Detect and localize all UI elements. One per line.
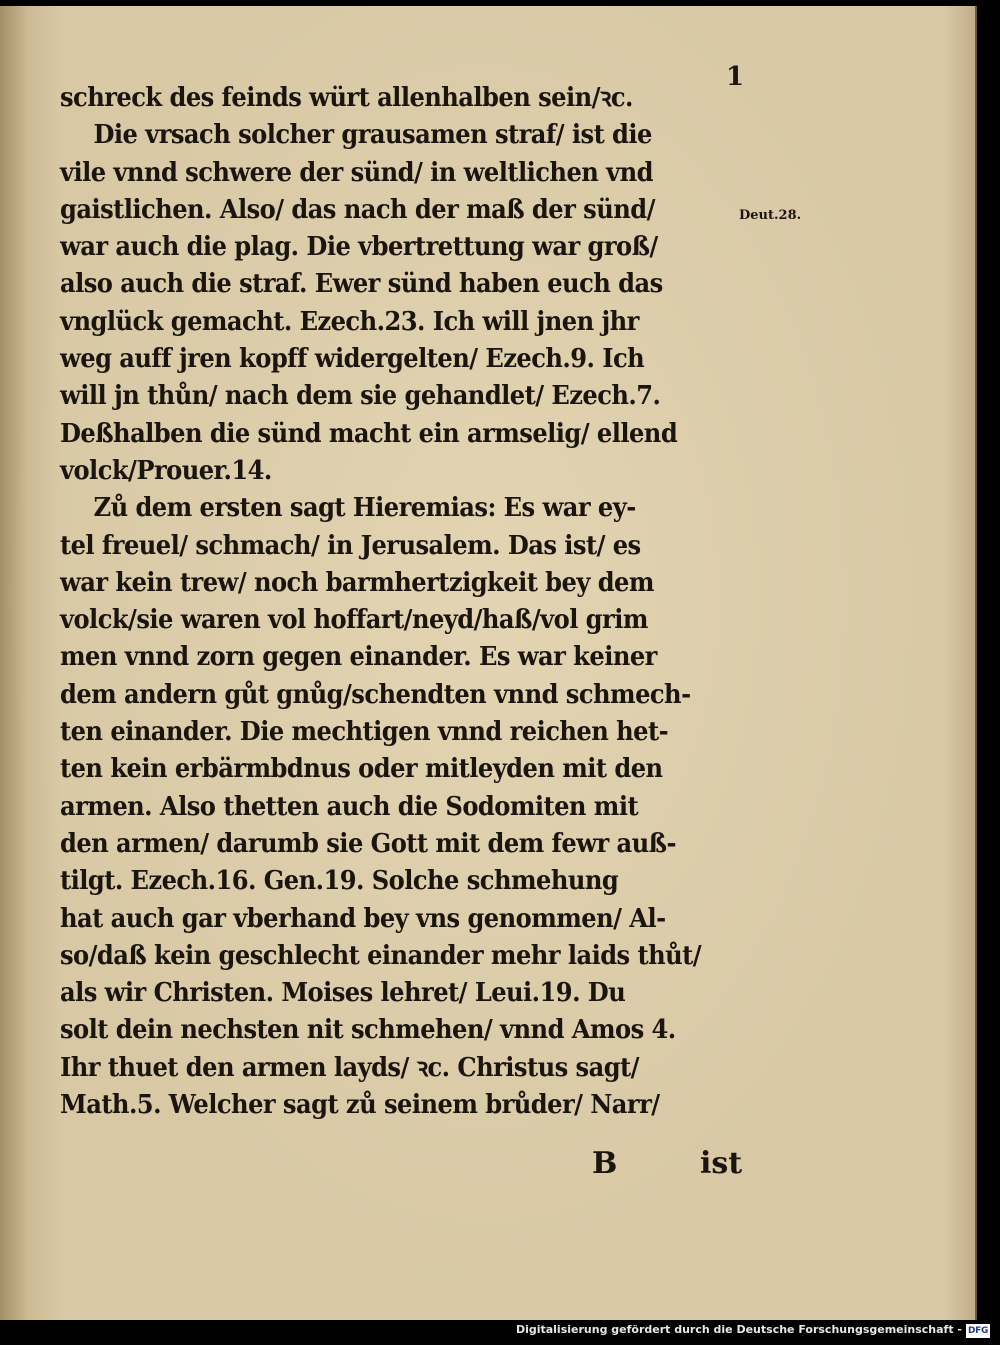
page-text — [60, 80, 760, 1124]
catchword: ist — [700, 1146, 743, 1181]
text-line: schreck des feinds würt allenhalben sein/ꝛc. — [60, 83, 633, 113]
text-line: tel freuel/ schmach/ in Jerusalem. Das ist/ es — [60, 530, 641, 561]
text-line: will jn thůn/ nach dem sie gehandlet/ Ezech.7. — [60, 381, 661, 412]
text-line: gaistlichen. Also/ das nach der maß der sünd/ — [60, 194, 655, 225]
text-line: den armen/ darumb sie Gott mit dem fewr auß- — [60, 828, 676, 859]
text-line: Math.5. Welcher sagt zů seinem brůder/ Narr/ — [60, 1090, 660, 1121]
margin-note: Deut.28. — [739, 208, 802, 223]
text-line: Deßhalben die sünd macht ein armselig/ ellend — [60, 418, 678, 449]
text-line: men vnnd zorn gegen einander. Es war keiner — [60, 642, 657, 673]
text-line: also auch die straf. Ewer sünd haben euch das — [60, 269, 663, 300]
book-page — [0, 6, 977, 1320]
text-line: weg auff jren kopff widergelten/ Ezech.9. Ich — [60, 344, 645, 375]
text-line: war auch die plag. Die vbertrettung war groß/ — [60, 232, 658, 263]
text-line: armen. Also thetten auch die Sodomiten mit — [60, 791, 639, 822]
text-line: so/daß kein geschlecht einander mehr laids thůt/ — [60, 940, 702, 971]
text-line: hat auch gar vberhand bey vns genommen/ Al- — [60, 903, 666, 934]
digitization-credit: Digitalisierung gefördert durch die Deutsche Forschungsgemeinschaft - — [515, 1323, 962, 1336]
text-line: dem andern gůt gnůg/schendten vnnd schmech- — [60, 679, 691, 710]
text-line: tilgt. Ezech.16. Gen.19. Solche schmehung — [60, 866, 619, 897]
folio-mark: 1 — [726, 62, 745, 92]
text-line: Zů dem ersten sagt Hieremias: Es war ey- — [93, 493, 636, 524]
text-line: solt dein nechsten nit schmehen/ vnnd Amos 4. — [60, 1015, 676, 1046]
text-line: vnglück gemacht. Ezech.23. Ich will jnen jhr — [60, 306, 639, 337]
text-line: ten kein erbärmbdnus oder mitleyden mit den — [60, 754, 663, 785]
signature-mark: B — [592, 1146, 618, 1181]
text-line: ten einander. Die mechtigen vnnd reichen het- — [60, 717, 669, 748]
text-line: als wir Christen. Moises lehret/ Leui.19. Du — [60, 978, 626, 1009]
text-line: war kein trew/ noch barmhertzigkeit bey dem — [60, 567, 654, 598]
text-line: volck/sie waren vol hoffart/neyd/haß/vol grim — [60, 605, 648, 636]
text-line: Ihr thuet den armen layds/ ꝛc. Christus sagt/ — [60, 1052, 639, 1083]
text-line: Die vrsach solcher grausamen straf/ ist die — [93, 120, 652, 151]
text-line: volck/Prouer.14. — [60, 455, 272, 486]
dfg-logo: DFG — [967, 1326, 989, 1336]
text-line: vile vnnd schwere der sünd/ in weltlichen vnd — [60, 157, 654, 188]
